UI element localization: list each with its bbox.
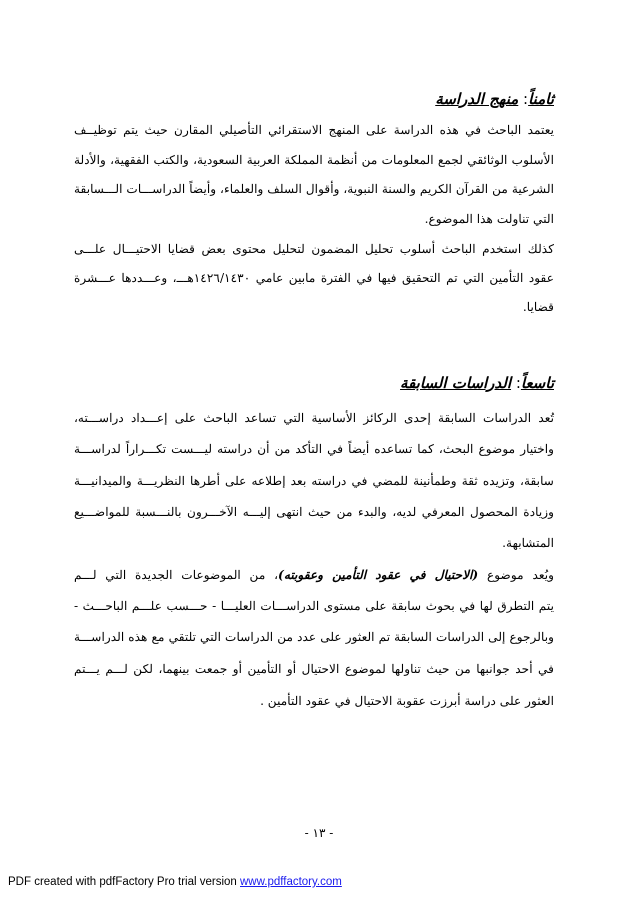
paragraph-line: يتم التطرق لها في بحوث سابقة على مستوى الدراســـات العليـــا - حـــسب علـــم الباحـــث - [74,599,554,613]
section-number-label: تاسعاً [520,374,554,392]
footer-link[interactable]: www.pdffactory.com [240,876,342,888]
paragraph-line: العثور على دراسة أبرزت عقوبة الاحتيال في عقود التأمين . [260,694,554,708]
paragraph-line: يعتمد الباحث في هذه الدراسة على المنهج الاستقرائي التأصيلي المقارن حيث يتم توظيــف [74,123,554,137]
paragraph-line: الأسلوب الوثائقي لجمع المعلومات من أنظمة المملكة العربية السعودية، والكتب الفقهية، والأدلة [74,153,554,167]
page-number: - ١٣ - [304,826,334,840]
section-heading-methodology [435,90,554,108]
paragraph-line: وزيادة المحصول المعرفي لديه، والبدء من حيث انتهى إليـــه الآخـــرون بالنـــسبة للمواضـــيع [74,505,554,519]
section-number-label: ثامناً [528,90,554,108]
paragraph-line: المتشابهة. [502,536,554,550]
paragraph-line: واختيار موضوع البحث، كما تساعده أيضاً في التأكد من أن دراسته ليـــست تكـــراراً لدراســـة [74,442,554,456]
section-title: الدراسات السابقة [400,374,512,392]
emphasized-topic: (الاحتيال في عقود التأمين وعقوبته) [278,568,479,582]
heading-colon: : [523,90,529,108]
paragraph-line [74,567,554,583]
paragraph-line: كذلك استخدم الباحث أسلوب تحليل المضمون لتحليل محتوى بعض قضايا الاحتيـــال علـــى [74,242,554,256]
footer-text: PDF created with pdfFactory Pro trial version [8,876,240,888]
paragraph-line: في أحد جوانبها من حيث تناولها لموضوع الاحتيال أو التأمين أو جمعت بينهما، لكن لـــم يـــتم [74,662,554,676]
paragraph-line: قضايا. [522,300,554,314]
paragraph-line: وبالرجوع إلى الدراسات السابقة تم العثور على عدد من الدراسات التي تلتقي مع هذه الدراســـة [74,630,554,644]
heading-colon: : [515,374,521,392]
paragraph-line: تُعد الدراسات السابقة إحدى الركائز الأساسية التي تساعد الباحث على إعـــداد دراســـته، [74,411,554,425]
paragraph-line: عقود التأمين التي تم التحقيق فيها في الفترة مابين عامي ١٤٢٦/١٤٣٠هـــ، وعـــددها عـــشرة [74,271,554,285]
pdf-footer [8,876,342,888]
paragraph-text: ويُعد موضوع [486,568,555,582]
paragraph-text: ، من الموضوعات الجديدة التي لـــم [74,568,279,582]
paragraph-line: سابقة، وتزيده ثقة وطمأنينة للمضي في دراسته بعد إطلاعه على أطرها النظريـــة والميدانيـــة [74,474,554,488]
section-title: منهج الدراسة [435,90,519,108]
section-heading-previous-studies [400,374,554,392]
paragraph-line: التي تناولت هذا الموضوع. [424,212,554,226]
paragraph-line: الشرعية من القرآن الكريم والسنة النبوية، وأقوال السلف والعلماء، وأيضاً الدراســـات الـــسابقة [74,182,554,196]
